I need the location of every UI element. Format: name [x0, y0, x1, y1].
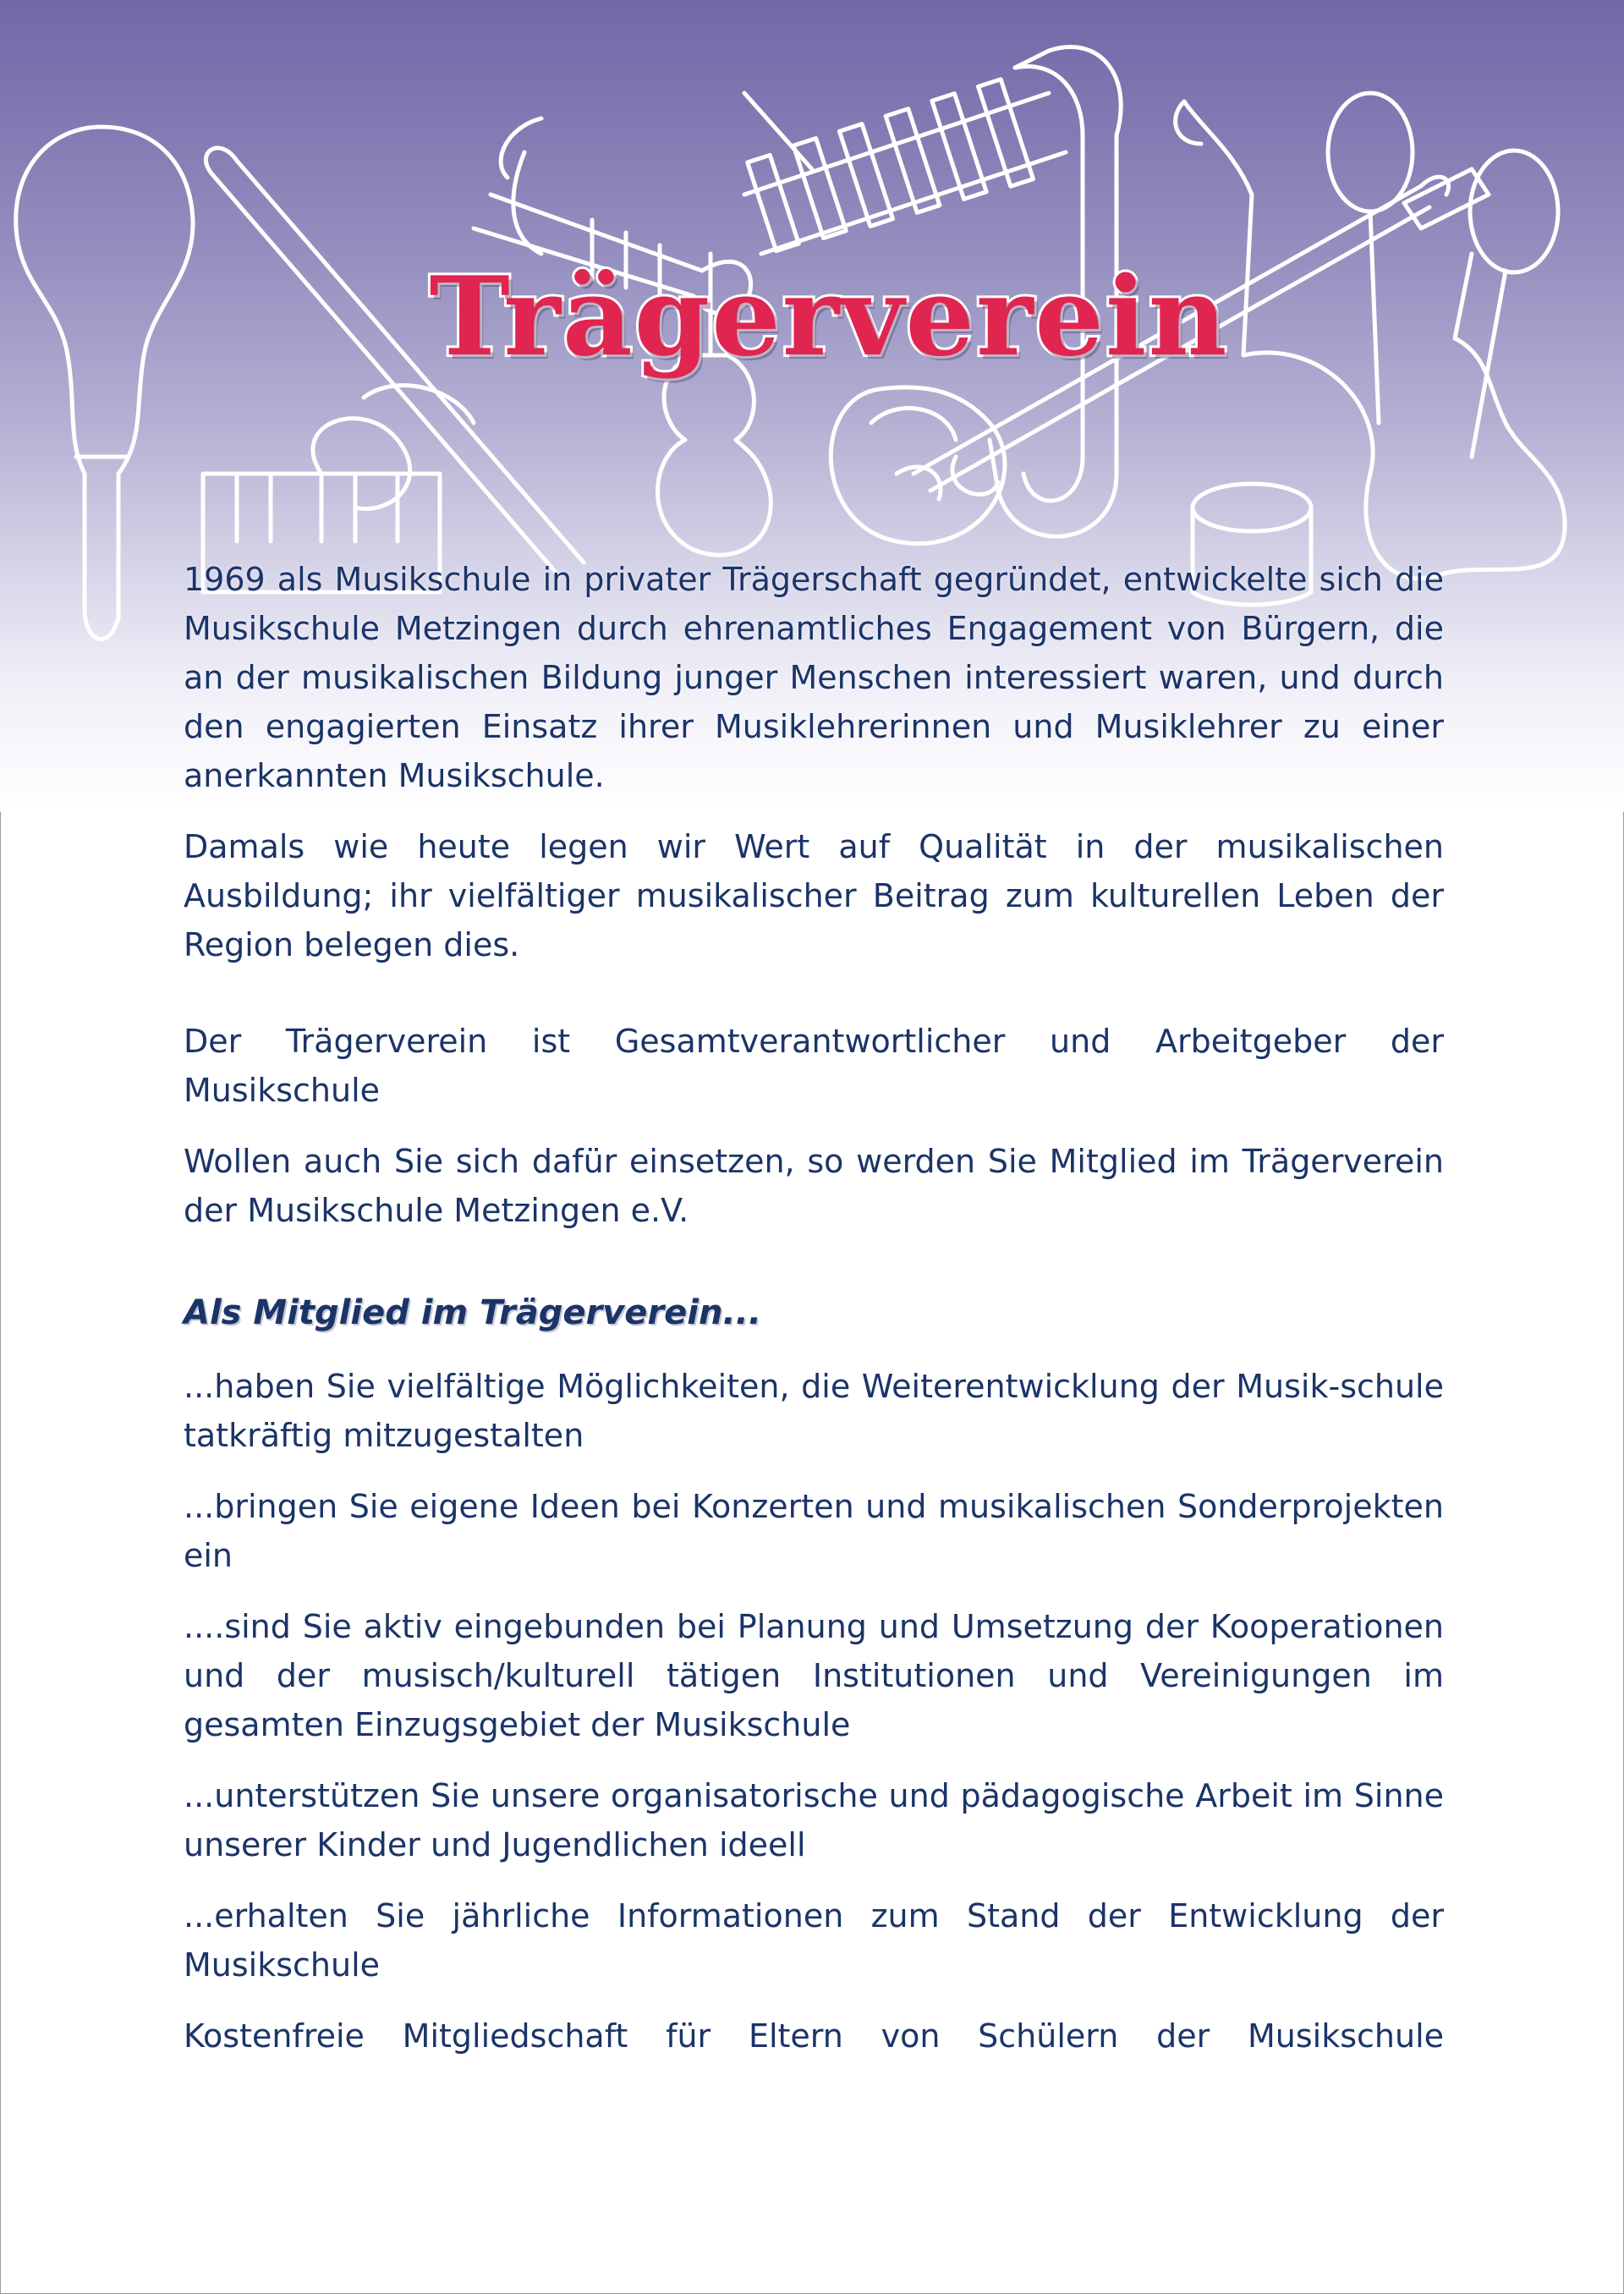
guitar-left-icon	[16, 127, 193, 639]
intro-paragraph-invitation: Wollen auch Sie sich dafür einsetzen, so werden Sie Mitglied im Trägerverein der Musikschule Metzingen e.V.	[184, 1143, 1444, 1229]
benefit-item: ...bringen Sie eigene Ideen bei Konzerten und musikalischen Sonderprojekten ein	[184, 1488, 1444, 1574]
benefit-item: ....sind Sie aktiv eingebunden bei Planung und Umsetzung der Kooperationen und der musisch/kulturell tätigen Institutionen und Vereinigungen im gesamten Einzugsgebiet der Musikschule	[184, 1608, 1444, 1743]
membership-note: Kostenfreie Mitgliedschaft für Eltern von Schülern der Musikschule	[184, 2017, 1444, 2055]
benefit-item: ...erhalten Sie jährliche Informationen zum Stand der Entwicklung der Musikschule	[184, 1897, 1444, 1984]
page-title: Trägerverein	[429, 254, 1229, 381]
main-content	[184, 555, 1444, 2083]
intro-paragraph-employer: Der Trägerverein ist Gesamtverantwortlicher und Arbeitgeber der Musikschule	[184, 1023, 1444, 1109]
benefit-item: ...unterstützen Sie unsere organisatorische und pädagogische Arbeit im Sinne unserer Kinder und Jugendlichen ideell	[184, 1777, 1444, 1863]
intro-paragraph-quality: Damals wie heute legen wir Wert auf Qualität in der musikalischen Ausbildung; ihr vielfältiger musikalischer Beitrag zum kulturellen Leben der Region belegen dies.	[184, 828, 1444, 963]
xylophone-icon	[744, 80, 1066, 254]
benefit-item: ...haben Sie vielfältige Möglichkeiten, die Weiterentwicklung der Musik-schule tatkräftig mitzugestalten	[184, 1368, 1444, 1454]
intro-paragraph-history: 1969 als Musikschule in privater Trägerschaft gegründet, entwickelte sich die Musikschule Metzingen durch ehrenamtliches Engagement von Bürgern, die an der musikalischen Bildung junger Menschen interessiert waren, und durch den engagierten Einsatz ihrer Musiklehrerinnen und Musiklehrer zu einer anerkannten Musikschule.	[184, 561, 1444, 794]
benefits-heading: Als Mitglied im Trägerverein...	[184, 1293, 762, 1332]
